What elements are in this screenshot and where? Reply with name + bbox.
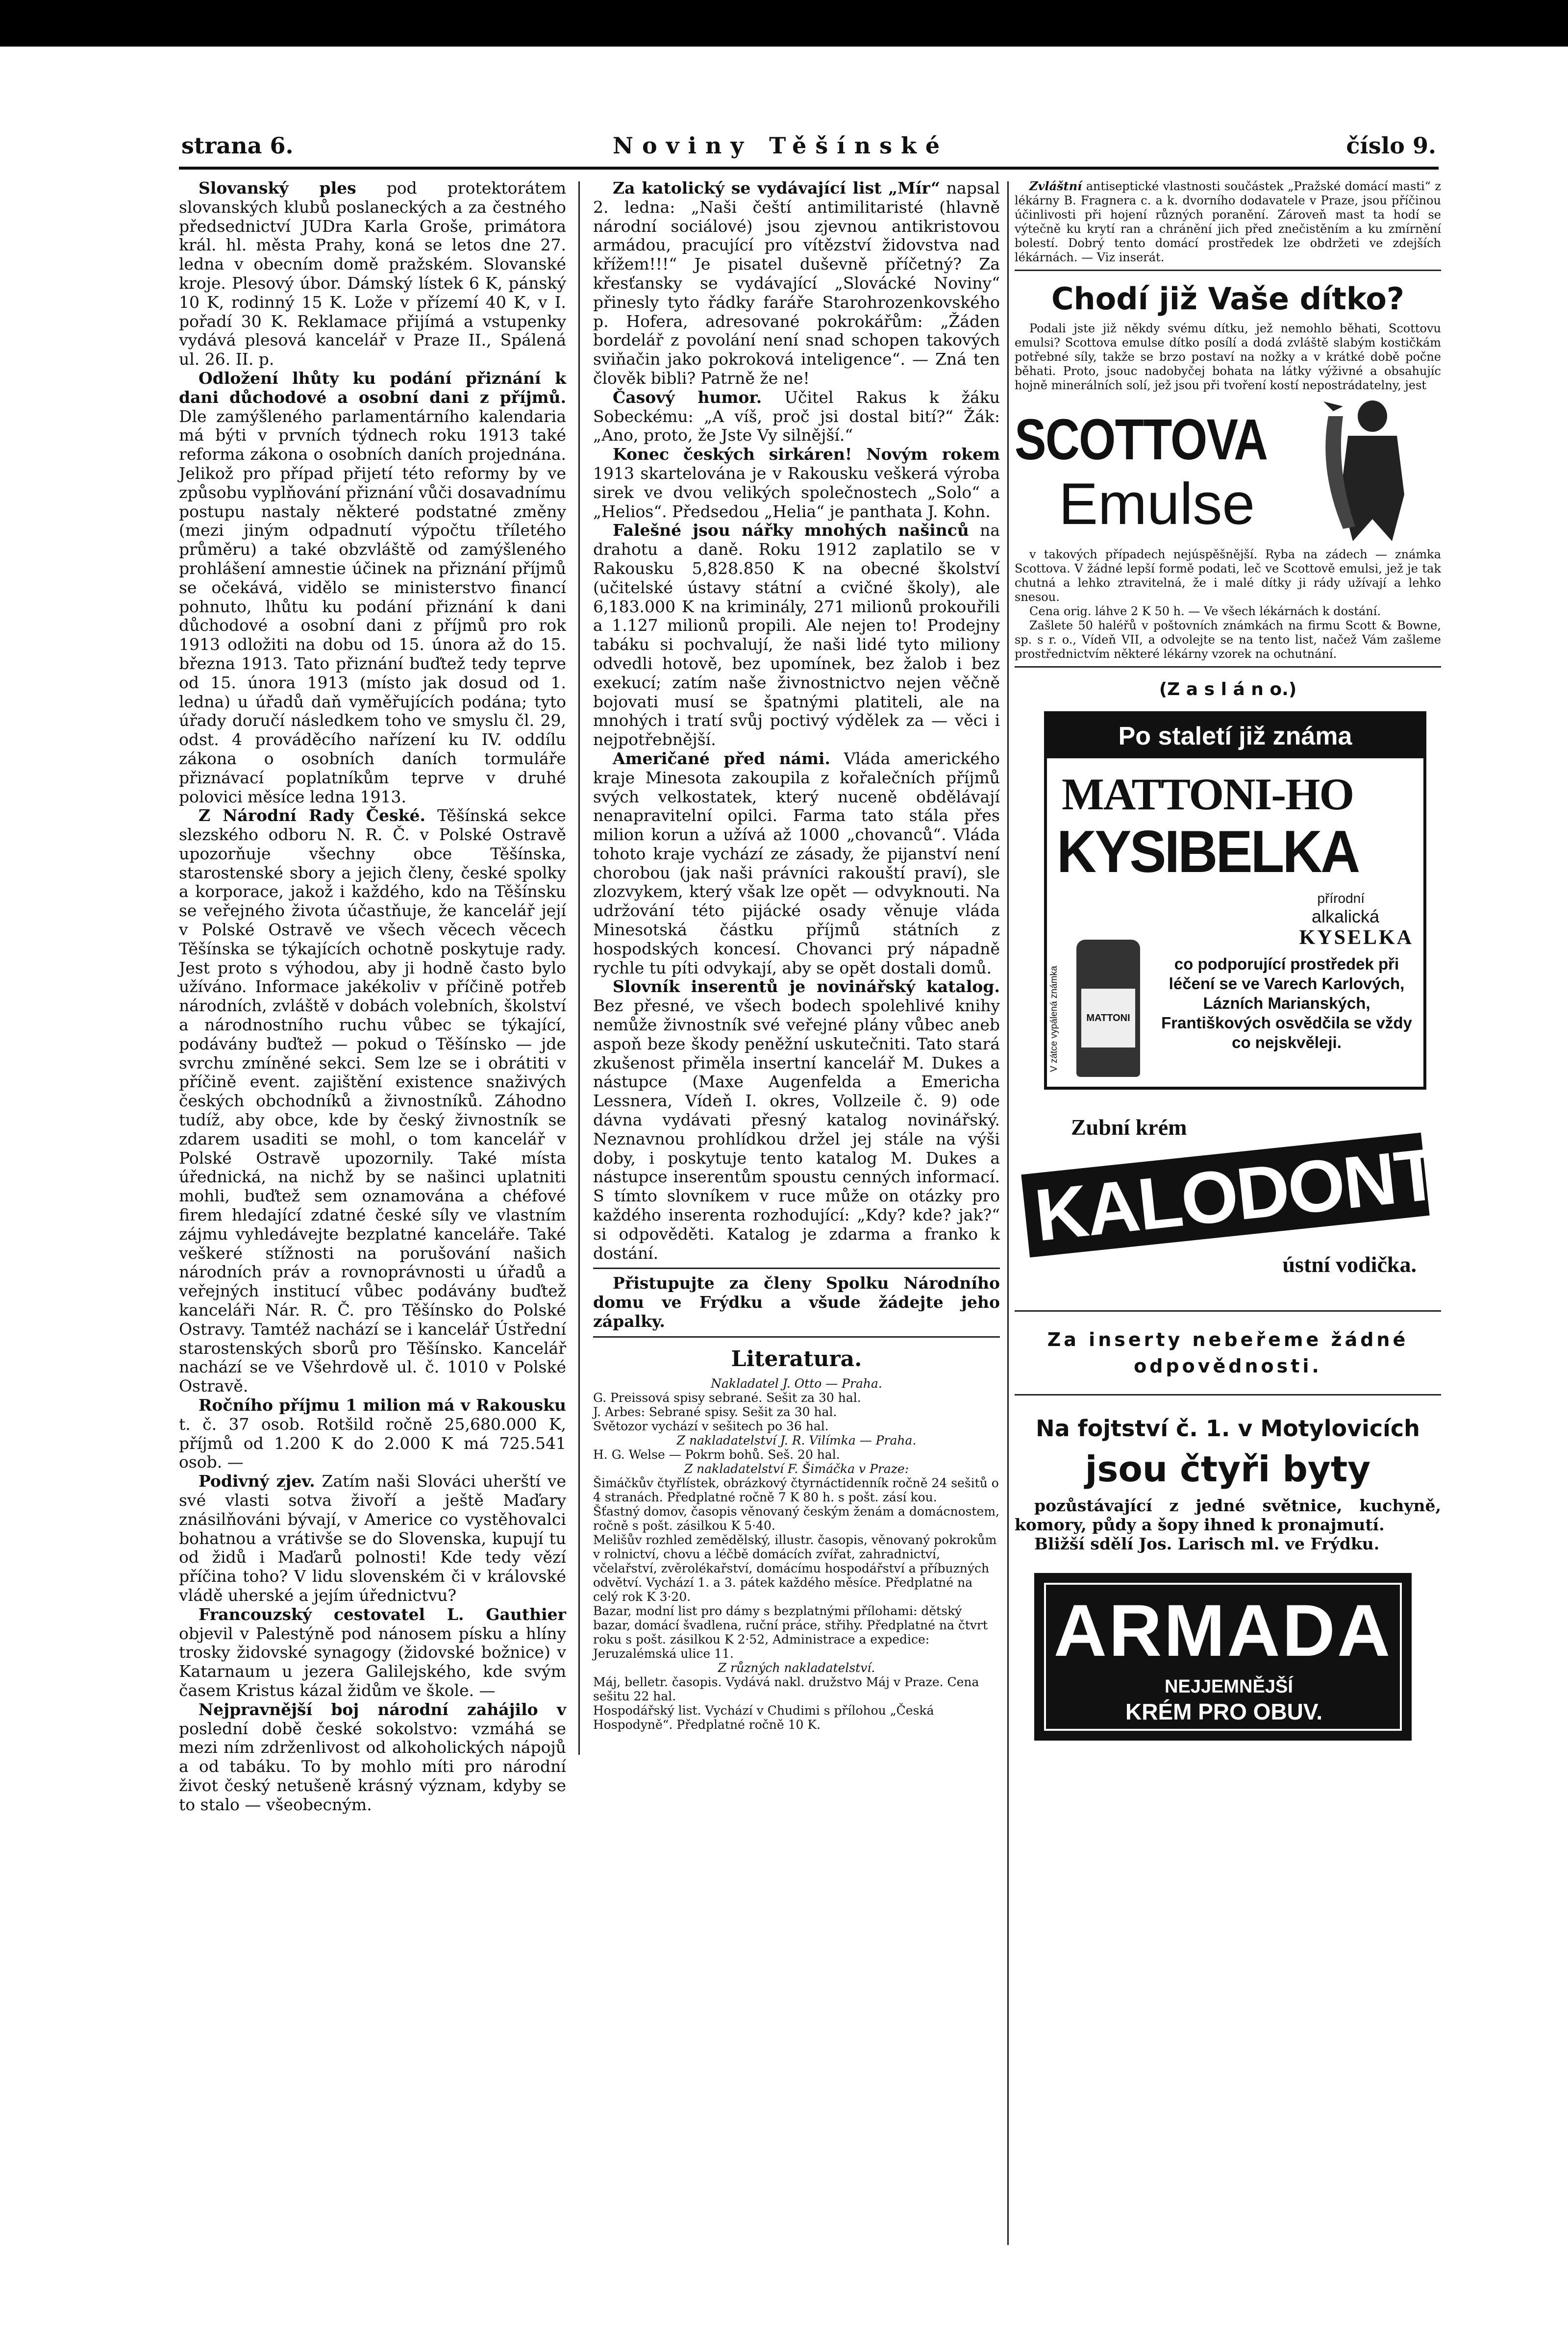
literatura-item: Z nakladatelství J. R. Vilímka — Praha.: [676, 1433, 917, 1447]
column-1: [179, 179, 566, 1815]
literatura-heading: Literatura.: [731, 1346, 862, 1371]
article-slovnik-inserentu: Slovník inserentů je novinářský katalog. Bez přesné, ve všech bodech spolehlivé knihy nemůže živnostník své veřejné plány vůbec aneb aspoň beze škody peněžní uskutečniti. Tato stará zkušenost přiměla insertní kancelář M. Dukes a nástupce (Maxe Augenfelda a Emericha Lessnera, Vídeň I. okres, Vollzeile č. 9) ode dávna vydávati přesný katalog novinářský. Neznavnou prohlídkou držel jej stále na výši doby, i poskytuje tento katalog M. Dukes a nástupce inserentům spoustu cenných informací. S tímto slovníkem v ruce může on otázky pro každého inserenta rozhodující: „Kdy? kde? jak?“ si odpověděti. Katalog je zdarma a franko k dostání.: [593, 977, 1000, 1263]
bottle-cap-note: V zátce vypálená známka: [1049, 966, 1059, 1072]
article-prazska-mast: Zvláštní antiseptické vlastnosti součástek „Pražské domácí masti“ z lékárny B. Fragnera c. a k. dvorního dodavatele v Praze, jsou příčinou účinlivosti při hojení různých poranění. Zároveň mast ta hodí se výtečně ku krytí ran a chránění jich před znečistěním a ku zmírnění bolestí. Dobrý tento domácí prostředek lze obdržeti ve zdejších lékárnách. — Viz inserát.: [1015, 179, 1441, 264]
mattoni-name: MATTONI-HO: [1062, 769, 1354, 819]
armada-sub2: KRÉM PRO OBUV.: [1125, 1699, 1323, 1725]
column-separator-2: [1007, 181, 1009, 2245]
mattoni-text: co podporující prostředek při léčení se ve Varech Karlových, Lázních Marianských, Františkových osvědčila se vždy co nejskvěleji.: [1161, 955, 1412, 1051]
article-casovy-humor: Časový humor. Učitel Rakus k žáku Sobeckému: „A víš, proč jsi dostal bití?“ Žák: „Ano, proto, že Jste Vy silnější.“: [593, 387, 1000, 445]
article-odlozeni-lhuty: Odložení lhůty ku podání přiznání k dani důchodové a osobní dani z příjmů. Dle zamýšleného parlamentárního kalendaria má býti v prvních týdnech roku 1913 také reforma zákona o osobních daních projednána. Jelikož pro případ přijetí této reformy by ve způsobu vyplňování přiznání vůči dosavadnímu postupu nastaly některé podstatné změny (mezi jiným odpadnutí výpočtu tříletého průměru) a také obzvláště od zamýšleného prohlášení amnestie účinek na přiznání příjmů se očekává, vidělo se ministerstvo financí pohnuto, lhůtu ku podání přiznání k dani důchodové a osobní dani z příjmů pro rok 1913 odložiti na dobu od 15. února až do 15. března 1913. Tato přiznání buďtež tedy teprve od 15. února 1913 (místo jak dosud od 1. ledna) u úřadů daň vyměřujících podána; tyto úřady doručí následkem toho ve smyslu čl. 29, odst. 4 prováděcího nařízení ku IV. oddílu zákona o osobních daních tormuláře přiznávací poplatníkům teprve v druhé polovici měsíce ledna 1913.: [179, 368, 566, 806]
literatura-item: Hospodářský list. Vychází v Chudimi s přílohou „Česká Hospodyně“. Předplatné ročně 10 K.: [593, 1703, 934, 1732]
notice-pozustavajici: pozůstávající z jedné světnice, kuchyně, komory, půdy a šopy ihned k pronajmutí.: [1015, 1496, 1441, 1534]
literatura-list: [593, 1376, 1000, 1732]
kalodont-name: KALODONT: [1031, 1132, 1443, 1257]
notice-inserty: Za inserty nebeřeme žádné odpovědnosti.: [1047, 1329, 1409, 1377]
page-header: [181, 132, 1436, 167]
mattoni-banner: Po staletí již známa: [1047, 714, 1423, 758]
article-francouzsky-cestovatel: Francouzský cestovatel L. Gauthier objevil v Palestýně pod nánosem písku a hlíny trosky židovské synagogy (židovské božnice) v Katarnaum u jezera Galilejského, kde svým časem Kristus kázal židům ve škole. —: [179, 1604, 566, 1700]
fisherman-with-fish-icon: [1314, 397, 1431, 544]
scott-brand: SCOTTOVA: [1015, 407, 1268, 472]
literatura-item: Z nakladatelství F. Šimáčka v Praze:: [684, 1461, 909, 1476]
divider: [1015, 270, 1441, 271]
divider: [593, 1268, 1000, 1269]
bottle-label: MATTONI: [1081, 989, 1135, 1047]
article-slovansky-ples: Slovanský ples pod protektorátem slovanských klubů poslaneckých a za čestného předsednictví JUDra Karla Groše, primátora král. hl. města Prahy, koná se letos dne 27. ledna v obecním domě pražském. Slovanské kroje. Plesový úbor. Dámský lístek 6 K, pánský 10 K, rodinný 15 K. Lože v přízemí 40 K, v I. pořadí 30 K. Reklamace přijímá a vstupenky vydává plesová kancelář v Praze II., Spálená ul. 26. II. p.: [179, 178, 566, 369]
scott-body: v takových případech nejúspěšnější. Ryba na zádech — známka Scottova. V žádné lepší formě podati, leč ve Scottově emulsi, jež je tak chutná a lehko ztravitelná, že i malé dítky ji rády užívají a lehko snesou.: [1015, 548, 1441, 604]
mattoni-prirodni: přírodní: [1317, 891, 1365, 906]
literatura-item: Z různých nakladatelství.: [718, 1660, 875, 1675]
literatura-item: J. Arbes: Sebrané spisy. Sešit za 30 hal.: [593, 1404, 837, 1419]
column-3: [1015, 179, 1441, 1741]
mattoni-alkalicka: alkalická: [1311, 906, 1379, 926]
top-scan-bar: [0, 0, 1568, 47]
column-2: [593, 179, 1000, 1732]
literatura-item: Světozor vychází v sešitech po 36 hal.: [593, 1419, 829, 1433]
scott-ad-logo: [1015, 397, 1441, 544]
scott-headline: Chodí již Vaše dítko?: [1051, 281, 1404, 317]
kalodont-bottom: ústní vodička.: [1282, 1252, 1417, 1277]
mattoni-kysibelka: KYSIBELKA: [1057, 818, 1359, 885]
literatura-item: Melišův rozhled zemědělský, illustr. časopis, věnovaný pokrokům v rolnictví, chovu a léčbě domácích zvířat, zahradnictví, včelařství, zvěrolékařství, domácímu hospodářství a příbuzných odvětví. Vychází 1. a 3. pátek každého měsíce. Předplatné na celý rok K 3·20.: [593, 1532, 997, 1604]
mattoni-ad: [1044, 711, 1426, 1090]
article-rocniho-prijmu: Ročního příjmu 1 milion má v Rakousku t. č. 37 osob. Rotšild ročně 25,680.000 K, příjmů od 1.200 K do 2.000 K má 725.541 osob. —: [179, 1396, 566, 1472]
notice-contact: Bližší sdělí Jos. Larisch ml. ve Frýdku.: [1034, 1534, 1380, 1553]
literatura-item: Bazar, modní list pro dámy s bezplatnými přílohami: dětský bazar, domácí švadlena, ruční práce, střihy. Předplatné na čtvrt roku s pošt. zásilkou K 2·52, Administrace a expedice: Jeruzalémská ulice 11.: [593, 1603, 988, 1661]
divider: [593, 1336, 1000, 1338]
mattoni-bottle-image: [1047, 920, 1150, 1082]
article-narodni-rada: Z Národní Rady České. Těšínská sekce slezského odboru N. R. Č. v Polské Ostravě upozorňuje všechny obce Těšínska, starostenské sbory a jejich členy, české spolky a korporace, jakož i každého, kdo na Těšínsku se veřejného života účastňuje, že kancelář její v Polské Ostravě ve všech věcech věcech Těšínska se týkajících ochotně poskytuje rady. Jest proto s výhodou, aby ji hodně často bylo užíváno. Informace jakékoliv v příčině potřeb národních, zvláště v dobách volebních, školství a národnostního ruchu vůbec se týkající, podávány buďtež — pokud o Těšínsko — jde svrchu zmíněné sekci. Sem lze se i obrátiti v příčině event. zajištění existence snaživých českých obchodníků a živnostníků. Záhodno tudíž, aby obce, kde by český živnostník se zdarem usaditi se mohl, o tom kancelář v Polské Ostravě upozornily. Také místa úřednická, na nichž by se našinci uplatniti mohli, buďtež sem oznamována a chéfové firem hledající zdatné české síly ve vlastním zájmu vyhledávejte bezplatné kanceláře. Také veškeré stížnosti na porušování našich národních práv a rovnoprávnosti u úřadů a veřejných institucí vůbec podávány buďtež kanceláři Nár. R. Č. pro Těšínsko do Polské Ostravy. Tamtéž nachází se i kancelář Ústřední starostenských sborů pro Těšínsko. Kancelář nachází se ve Všehrdově ul. č. 1010 v Polské Ostravě.: [179, 806, 566, 1396]
article-konec-sirkaren: Konec českých sirkáren! Novým rokem 1913 skartelována je v Rakousku veškerá výroba sirek ve dvou velikých společnostech „Solo“ a „Helios“. Předsedou „Helia“ je panthata J. Kohn.: [593, 445, 1000, 521]
column-separator-1: [578, 181, 580, 1755]
scott-emulse: Emulse: [1059, 471, 1255, 537]
armada-sub1: NEJJEMNĚJŠÍ: [1165, 1676, 1293, 1697]
newspaper-title: Noviny Těšínské: [613, 132, 949, 159]
scott-price: Cena orig. láhve 2 K 50 h. — Ve všech lékárnách k dostání.: [1029, 604, 1381, 618]
article-falesne-narky: Falešné jsou nářky mnohých našinců na drahotu a daně. Roku 1912 zaplatilo se v Rakousku 5,828.850 K na obecné školství (učitelské ústavy státní a cvičné školy), ale 6,183.000 K na kriminály, 271 milionů prokouřili a 1.127 milionů propili. Ale nejen to! Prodejny tabáku si pochvalují, že naši lidé tyto miliony odvedli hotově, bez upomínek, bez žalob i bez exekucí; zatím naše živnostnictvo nejen věčně bojovati musí se špatnými platiteli, ale na mnohých i tratí svůj poctivý výdělek za — věci i nejpotřebnější.: [593, 521, 1000, 749]
header-rule: [179, 167, 1439, 170]
kalodont-ad: [1015, 1104, 1441, 1300]
scott-sample: Zašlete 50 haléřů v poštovních známkách na firmu Scott & Bowne, sp. s r. o., Vídeň VII, a odvolejte se na tento list, načež Vám zašleme prostřednictvím některé lékárny vzorek na ochutnání.: [1015, 619, 1441, 661]
literatura-item: H. G. Welse — Pokrm bohů. Seš. 20 hal.: [593, 1447, 840, 1462]
notice-ctyri-byty: jsou čtyři byty: [1085, 1448, 1371, 1490]
literatura-item: Nakladatel J. Otto — Praha.: [711, 1376, 882, 1391]
page-number: strana 6.: [181, 132, 294, 159]
armada-name: ARMADA: [1053, 1589, 1393, 1672]
notice-fojtstvi: Na fojtství č. 1. v Motylovicích: [1036, 1415, 1420, 1442]
issue-number: číslo 9.: [1346, 132, 1436, 159]
notice-narodni-dum: Přistupujte za členy Spolku Národního domu ve Frýdku a všude žádejte jeho zápalky.: [593, 1273, 1000, 1331]
literatura-item: Máj, belletr. časopis. Vydává nakl. družstvo Máj v Praze. Cena sešitu 22 hal.: [593, 1674, 979, 1703]
literatura-item: G. Preissová spisy sebrané. Sešit za 30 hal.: [593, 1390, 861, 1405]
mattoni-kyselka: KYSELKA: [1299, 926, 1414, 949]
divider: [1015, 1394, 1441, 1396]
literatura-item: Šimáčkův čtyřlístek, obrázkový čtyrnáctidenník ročně 24 sešitů o 4 stranách. Předplatné ročně 7 K 80 h. s pošt. zásí kou.: [593, 1475, 999, 1504]
article-nejpravnejsi-boj: Nejpravnější boj národní zahájilo v poslední době české sokolstvo: vzmáhá se mezi ním zdrženlivost od alkoholických nápojů a od tabáku. To by mohlo míti pro národní život český netušeně krásný význam, kdyby se to stalo — všeobecným.: [179, 1699, 566, 1814]
divider: [1015, 666, 1441, 668]
kalodont-top: Zubní krém: [1071, 1115, 1187, 1140]
scott-intro: Podali jste již někdy svému dítku, jež nemohlo běhati, Scottovu emulsi? Scottova emulse dítko posílí a dodá zvláště slabým kostičkám potřebné síly, takže se brzo postaví na nožky a v krátké době počne běhati. Proto, jsouc nadobyčej bohata na látky výživné a obsahujíc hojně minerálních solí, jež jsou při tvoření kostí nepostrádatelny, jest: [1015, 322, 1441, 392]
article-podivny-zjev: Podivný zjev. Zatím naši Slováci uherští ve své vlasti sotva živoří a ještě Maďary znásilňováni bývají, v Americe co vystěhovalci bohatnou a vrátivše se do Slovenska, kupují tu od židů i Maďarů polnosti! Kde tedy vězí příčina toho? V lidu slovenském či v královské vládě uherské a jejím úřednictvu?: [179, 1471, 566, 1605]
divider: [1015, 1310, 1441, 1312]
literatura-item: Šťastný domov, časopis věnovaný českým ženám a domácnostem, ročně s pošt. zásilkou K 5·40.: [593, 1504, 999, 1533]
zaslano-label: (Z a s l á n o.): [1159, 679, 1297, 699]
article-katolicky-list: Za katolický se vydávající list „Mír“ napsal 2. ledna: „Naši čeští antimilitaristé (hlavně národní sociálové) jsou zjevnou antikristovou armádou, pracující pro vítězství židovstva nad křížem!!!“ Je pisatel duševně příčetný? Za křesťansky se vydávající „Slovácké Noviny“ přinesly tyto řádky faráře Starohrozenkovského p. Hofera, adresované pokrokářům: „Žáden bordelář z povolání není snad schopen takových sviňačin jako pokroková inteligence“. — Zná ten člověk bibli? Patrně že ne!: [593, 178, 1000, 388]
armada-ad: [1034, 1573, 1412, 1741]
article-americane: Američané před námi. Vláda amerického kraje Minesota zakoupila z kořalečních příjmů svých velkostatek, který nuceně obdělávají nenapravitelní opilci. Farma tato stála přes milion korun a užívá až 1000 „chovanců“. Vláda tohoto kraje vychází ze zásady, že pijanství není chorobou (jak naši právníci rakouští praví), sle zlozvykem, který však lze opět — odvyknouti. Na udržování této pijácké osady věnuje vláda Minesotská částku příjmů státních z hospodských koncesí. Chovanci prý nápadně rychle tu píti odvykají, aby se opět dostali domů.: [593, 748, 1000, 977]
